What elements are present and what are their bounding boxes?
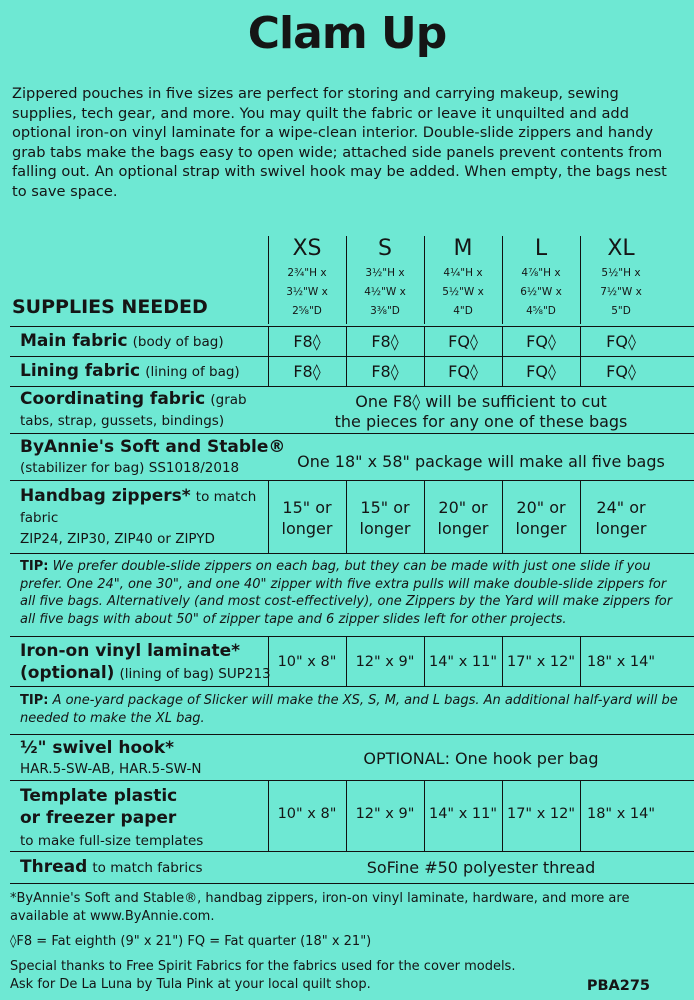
- footnote-ask: Ask for De La Luna by Tula Pink at your local quilt shop.: [10, 977, 371, 992]
- vinyl-label: Iron-on vinyl laminate* (optional) (lining of bag) SUP213: [20, 641, 271, 683]
- divider: [502, 236, 503, 324]
- rule: [10, 480, 694, 481]
- lining-fabric-xs: F8◊: [293, 362, 321, 381]
- template-label: Template plastic or freezer paper to make full-size templates: [20, 786, 204, 849]
- lining-fabric-s: F8◊: [371, 362, 399, 381]
- tip-vinyl: TIP: A one-yard package of Slicker will make the XS, S, M, and L bags. An additional half-yard will be needed to make the XL bag.: [20, 693, 678, 726]
- zippers-xl: 24" or longer: [595, 498, 647, 538]
- swivel-label: ½" swivel hook* HAR.5-SW-AB, HAR.5-SW-N: [20, 738, 202, 777]
- rule: [10, 686, 694, 687]
- coord-fabric-label: Coordinating fabric (grab tabs, strap, gussets, bindings): [20, 389, 247, 429]
- pattern-code: PBA275: [586, 978, 650, 994]
- vinyl-xs: 10" x 8": [277, 654, 337, 670]
- divider: [580, 236, 581, 324]
- vinyl-m: 14" x 11": [428, 654, 498, 670]
- footnote-thanks: Special thanks to Free Spirit Fabrics for the fabrics used for the cover models.: [10, 959, 516, 974]
- vinyl-l: 17" x 12": [506, 654, 576, 670]
- zippers-m: 20" or longer: [437, 498, 489, 538]
- byannie-value: One 18" x 58" package will make all five bags: [297, 452, 665, 471]
- footnote-availability: *ByAnnie's Soft and Stable®, handbag zippers, iron-on vinyl laminate, hardware, and more are available at www.ByAnnie.com.: [10, 891, 630, 924]
- lining-fabric-l: FQ◊: [526, 362, 556, 381]
- main-fabric-label: Main fabric (body of bag): [20, 331, 224, 351]
- main-fabric-m: FQ◊: [448, 332, 478, 351]
- main-fabric-xs: F8◊: [293, 332, 321, 351]
- rule: [10, 780, 694, 781]
- supplies-heading: SUPPLIES NEEDED: [12, 296, 208, 318]
- page-title: Clam Up: [247, 8, 447, 59]
- size-s: S 3½"H x 4½"W x 3⅜"D: [364, 236, 406, 317]
- zippers-label: Handbag zippers* to match fabric ZIP24, ZIP30, ZIP40 or ZIPYD: [20, 486, 257, 547]
- rule: [10, 734, 694, 735]
- rule: [10, 433, 694, 434]
- zippers-xs: 15" or longer: [281, 498, 333, 538]
- rule: [10, 636, 694, 637]
- main-fabric-xl: FQ◊: [606, 332, 636, 351]
- intro-paragraph: Zippered pouches in five sizes are perfect for storing and carrying makeup, sewing supplies, tech gear, and more. You may quilt the fabric or leave it unquilted and add optional iron-on vinyl laminate for a wipe-clean interior. Double-slide zippers and handy grab tabs make the bags easy to open wide; attached side panels prevent contents from falling out. An optional strap with swivel hook may be added. When empty, the bags nest to save space.: [12, 85, 667, 200]
- byannie-label: ByAnnie's Soft and Stable® (stabilizer for bag) SS1018/2018: [20, 437, 286, 476]
- template-xs: 10" x 8": [277, 806, 337, 822]
- main-fabric-s: F8◊: [371, 332, 399, 351]
- template-xl: 18" x 14": [586, 806, 656, 822]
- swivel-value: OPTIONAL: One hook per bag: [363, 749, 599, 768]
- rule: [10, 553, 694, 554]
- size-xs: XS 2¾"H x 3½"W x 2⅝"D: [286, 236, 328, 317]
- tip-zippers: TIP: We prefer double-slide zippers on each bag, but they can be made with just one slide if you prefer. One 24", one 30", and one 40" zipper with five extra pulls will make double-slide zippers for all five bags. Alternatively (and most cost-effectively), one Zippers by the Yard will make zippers for all five bags with about 50" of zipper tape and 6 zipper slides left for other projects.: [20, 559, 673, 627]
- vinyl-s: 12" x 9": [355, 654, 415, 670]
- template-m: 14" x 11": [428, 806, 498, 822]
- footnote-fabric-key: ◊F8 = Fat eighth (9" x 21") FQ = Fat quarter (18" x 21"): [10, 934, 372, 949]
- template-l: 17" x 12": [506, 806, 576, 822]
- coord-fabric-value: One F8◊ will be sufficient to cut the pieces for any one of these bags: [334, 392, 628, 431]
- rule: [10, 883, 694, 884]
- zippers-s: 15" or longer: [359, 498, 411, 538]
- lining-fabric-label: Lining fabric (lining of bag): [20, 361, 240, 381]
- rule: [10, 386, 694, 387]
- size-l: L 4⅞"H x 6½"W x 4⅝"D: [520, 236, 562, 317]
- size-xl: XL 5½"H x 7½"W x 5"D: [600, 236, 642, 317]
- rule: [10, 356, 694, 357]
- zippers-l: 20" or longer: [515, 498, 567, 538]
- rule: [10, 326, 694, 327]
- main-fabric-l: FQ◊: [526, 332, 556, 351]
- thread-label: Thread to match fabrics: [20, 857, 203, 877]
- divider: [346, 236, 347, 324]
- vinyl-xl: 18" x 14": [586, 654, 656, 670]
- thread-value: SoFine #50 polyester thread: [366, 858, 596, 877]
- lining-fabric-m: FQ◊: [448, 362, 478, 381]
- divider: [424, 236, 425, 324]
- lining-fabric-xl: FQ◊: [606, 362, 636, 381]
- divider: [268, 236, 269, 324]
- template-s: 12" x 9": [355, 806, 415, 822]
- size-m: M 4¼"H x 5½"W x 4"D: [442, 236, 484, 317]
